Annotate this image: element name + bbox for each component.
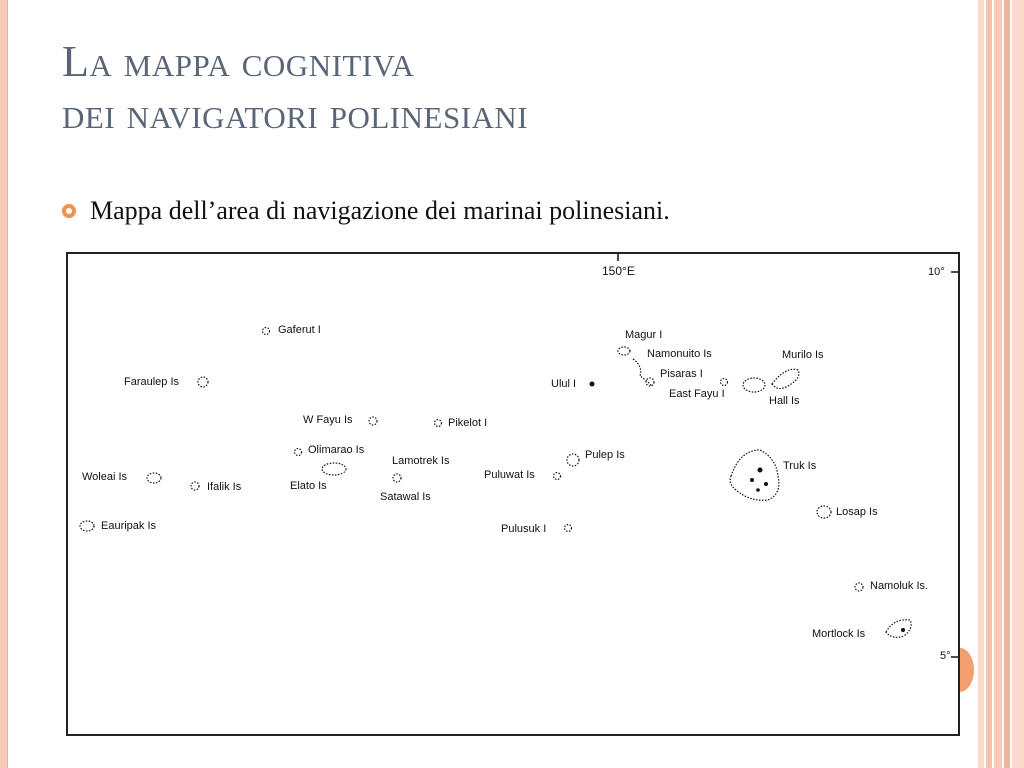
- island-label: Satawal Is: [380, 491, 431, 503]
- island-namonuito: [633, 359, 652, 386]
- island-gaferut: [263, 328, 270, 335]
- island-label: Mortlock Is: [812, 628, 866, 640]
- island-pikelot: [435, 420, 442, 427]
- island-label: Faraulep Is: [124, 376, 180, 388]
- island-puluwat: [554, 473, 561, 480]
- island-label: Namoluk Is.: [870, 580, 929, 592]
- island-label: Pikelot I: [448, 417, 488, 429]
- island-label: W Fayu Is: [303, 414, 353, 426]
- island-pulusuk: [565, 525, 572, 532]
- island-label: Woleai Is: [82, 471, 128, 483]
- island-label: Gaferut I: [278, 324, 321, 336]
- island-label: Puluwat Is: [484, 469, 535, 481]
- bullet-text: Mappa dell’area di navigazione dei marinai polinesiani.: [90, 196, 670, 225]
- island-namoluk: [855, 583, 863, 591]
- island-label: Eauripak Is: [101, 520, 157, 532]
- island-label: Hall Is: [769, 395, 800, 407]
- island-murilo: [772, 369, 799, 388]
- island-label: Losap Is: [836, 506, 878, 518]
- island-label: Lamotrek Is: [392, 455, 450, 467]
- island-pulep: [567, 454, 579, 466]
- island-label: Pulusuk I: [501, 523, 547, 535]
- title-line-1: La mappa cognitiva: [62, 37, 415, 86]
- island-olimarao: [295, 449, 302, 456]
- island-label: Pulep Is: [585, 449, 625, 461]
- island-woleai: [147, 473, 161, 483]
- navigation-map: [66, 252, 960, 736]
- island-losap: [817, 506, 831, 518]
- island-eauripak: [80, 521, 94, 531]
- island-mortlock: [886, 620, 911, 638]
- bullet-circle-icon: [62, 204, 76, 218]
- slide-title: [62, 36, 528, 140]
- island-label: Pisaras I: [660, 368, 703, 380]
- island-label: Elato Is: [290, 480, 327, 492]
- island-truk: [730, 450, 779, 500]
- longitude-label: 150°E: [602, 264, 635, 278]
- island-label: Ulul I: [551, 378, 577, 390]
- island-label: Magur I: [625, 329, 663, 341]
- left-border-decoration: [0, 0, 8, 768]
- island-magur: [618, 347, 630, 355]
- island-w-fayu: [369, 417, 377, 425]
- island-label: East Fayu I: [669, 388, 725, 400]
- title-line-2: dei navigatori polinesiani: [62, 89, 529, 138]
- island-east-fayu: [721, 379, 728, 386]
- island-label: Truk Is: [783, 460, 817, 472]
- island-label: Olimarao Is: [308, 444, 365, 456]
- island-satawal: [393, 474, 401, 482]
- island-label: Ifalik Is: [207, 481, 242, 493]
- island-label: Murilo Is: [782, 349, 824, 361]
- island-ulul-dot: [590, 382, 595, 387]
- right-border-decoration: [978, 0, 1024, 768]
- island-faraulep: [198, 377, 208, 387]
- latitude-label-top: 10°: [928, 266, 945, 278]
- latitude-label-bottom: 5°: [940, 650, 951, 662]
- island-label: Namonuito Is: [647, 348, 712, 360]
- bullet-item: [62, 196, 670, 226]
- island-hall: [743, 378, 765, 392]
- map-graphics: [68, 254, 958, 734]
- island-elato: [322, 463, 346, 475]
- island-ifalik: [191, 482, 199, 490]
